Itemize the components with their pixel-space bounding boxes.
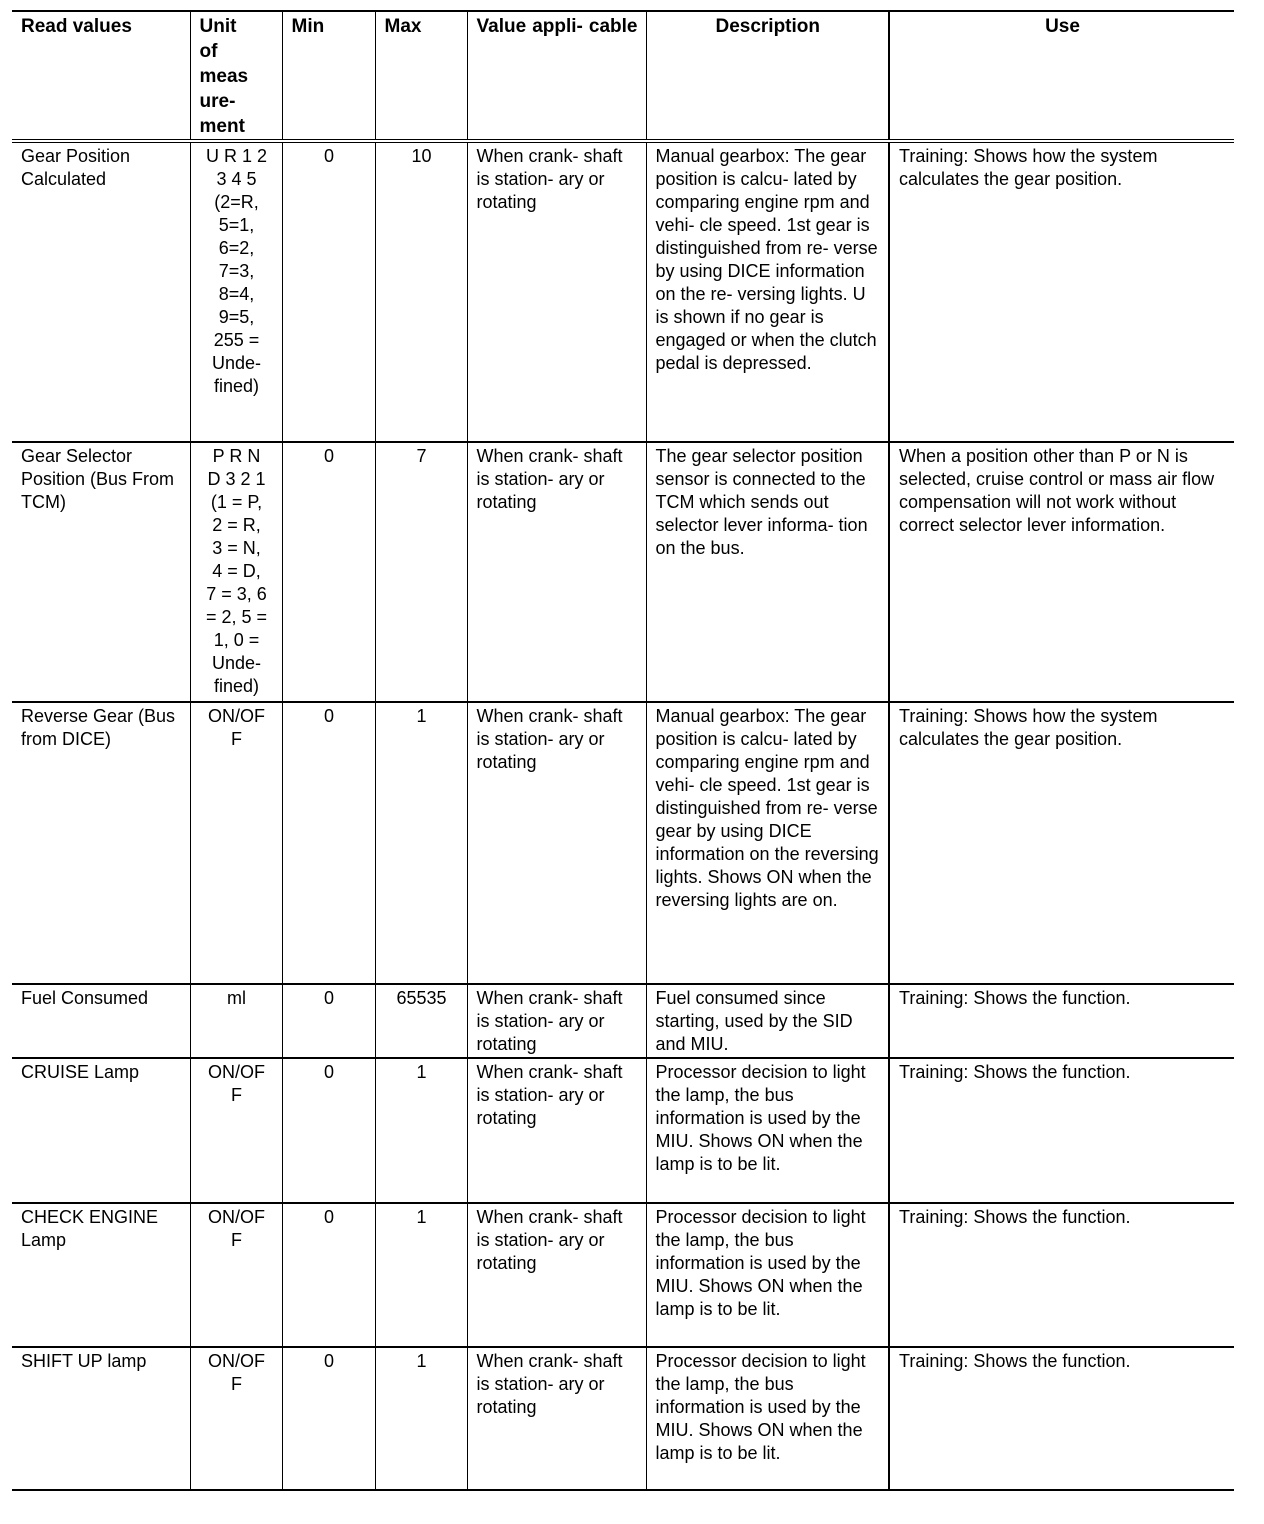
header-unit-line: of xyxy=(199,41,218,62)
header-value-applicable: Value appli- cable xyxy=(467,11,646,141)
cell-unit-line: D 3 2 1 xyxy=(207,469,266,489)
cell-read-value: CRUISE Lamp xyxy=(12,1058,190,1203)
cell-unit-line: Unde- xyxy=(211,653,262,673)
cell-value-applicable: When crank- shaft is station- ary or rotating xyxy=(467,1203,646,1347)
cell-unit-line: 8=4, xyxy=(218,284,255,304)
cell-read-value: Fuel Consumed xyxy=(12,984,190,1058)
cell-value-applicable: When crank- shaft is station- ary or rotating xyxy=(467,984,646,1058)
cell-unit xyxy=(190,141,282,442)
cell-min: 0 xyxy=(282,141,375,442)
cell-unit-line: 2 = R, xyxy=(212,515,261,535)
cell-read-value: Reverse Gear (Bus from DICE) xyxy=(12,702,190,984)
cell-max: 10 xyxy=(375,141,467,442)
cell-use: Training: Shows the function. xyxy=(889,1347,1234,1490)
cell-use: Training: Shows the function. xyxy=(889,1058,1234,1203)
table-row xyxy=(12,141,1234,442)
cell-use: Training: Shows the function. xyxy=(889,984,1234,1058)
header-unit xyxy=(190,11,282,141)
cell-unit-line: 3 4 5 xyxy=(216,169,257,189)
header-use: Use xyxy=(889,11,1234,141)
cell-unit-line: 3 = N, xyxy=(212,538,261,558)
cell-unit-line: 6=2, xyxy=(218,238,255,258)
cell-value-applicable: When crank- shaft is station- ary or rotating xyxy=(467,1347,646,1490)
header-unit-line: ment xyxy=(199,116,245,137)
read-values-table xyxy=(12,10,1234,1491)
cell-unit xyxy=(190,1347,282,1490)
cell-unit-line: fined) xyxy=(213,676,260,696)
cell-max: 1 xyxy=(375,1347,467,1490)
cell-unit-line: ON/OF xyxy=(208,1207,265,1227)
cell-unit-line: F xyxy=(231,1085,242,1105)
header-unit-line: ure- xyxy=(199,91,236,112)
cell-max: 65535 xyxy=(375,984,467,1058)
cell-unit-line: 7=3, xyxy=(218,261,255,281)
header-read-values: Read values xyxy=(12,11,190,141)
table-row xyxy=(12,702,1234,984)
cell-read-value: Gear Position Calculated xyxy=(12,141,190,442)
cell-unit-line: ON/OF xyxy=(208,1062,265,1082)
cell-unit xyxy=(190,442,282,702)
cell-min: 0 xyxy=(282,1203,375,1347)
cell-unit-line: F xyxy=(231,1374,242,1394)
cell-description: Fuel consumed since starting, used by the SID and MIU. xyxy=(646,984,889,1058)
table-row xyxy=(12,1347,1234,1490)
cell-value-applicable: When crank- shaft is station- ary or rotating xyxy=(467,1058,646,1203)
header-description: Description xyxy=(646,11,889,141)
cell-value-applicable: When crank- shaft is station- ary or rotating xyxy=(467,141,646,442)
cell-unit-line: 255 = xyxy=(213,330,260,350)
cell-unit xyxy=(190,1203,282,1347)
cell-unit-line: 4 = D, xyxy=(212,561,261,581)
cell-use: Training: Shows the function. xyxy=(889,1203,1234,1347)
cell-unit-line: 1, 0 = xyxy=(213,630,260,650)
cell-unit-line: F xyxy=(231,729,242,749)
cell-unit-line: U R 1 2 xyxy=(205,146,268,166)
cell-unit xyxy=(190,702,282,984)
cell-unit-line: 7 = 3, 6 xyxy=(206,584,267,604)
cell-description: Processor decision to light the lamp, the bus information is used by the MIU. Shows ON when the lamp is to be lit. xyxy=(646,1203,889,1347)
table-row xyxy=(12,984,1234,1058)
cell-unit-line: 5=1, xyxy=(218,215,255,235)
cell-use: Training: Shows how the system calculates the gear position. xyxy=(889,702,1234,984)
cell-read-value: SHIFT UP lamp xyxy=(12,1347,190,1490)
cell-value-applicable: When crank- shaft is station- ary or rotating xyxy=(467,442,646,702)
header-row xyxy=(12,11,1234,141)
cell-min: 0 xyxy=(282,442,375,702)
cell-min: 0 xyxy=(282,702,375,984)
cell-min: 0 xyxy=(282,1058,375,1203)
cell-max: 7 xyxy=(375,442,467,702)
cell-read-value: Gear Selector Position (Bus From TCM) xyxy=(12,442,190,702)
cell-unit-line: Unde- xyxy=(211,353,262,373)
cell-description: Processor decision to light the lamp, the bus information is used by the MIU. Shows ON when the lamp is to be lit. xyxy=(646,1347,889,1490)
cell-max: 1 xyxy=(375,1203,467,1347)
table-row xyxy=(12,1058,1234,1203)
cell-description: Manual gearbox: The gear position is calcu- lated by comparing engine rpm and vehi- cle speed. 1st gear is distinguished from re- verse by using DICE information on the re- versing lights. U is shown if no gear is engaged or when the clutch pedal is depressed. xyxy=(646,141,889,442)
cell-read-value: CHECK ENGINE Lamp xyxy=(12,1203,190,1347)
cell-min: 0 xyxy=(282,984,375,1058)
cell-unit-line: P R N xyxy=(212,446,261,466)
cell-use: When a position other than P or N is selected, cruise control or mass air flow compensation will not work without correct selector lever information. xyxy=(889,442,1234,702)
header-min: Min xyxy=(282,11,375,141)
cell-description: The gear selector position sensor is connected to the TCM which sends out selector lever informa- tion on the bus. xyxy=(646,442,889,702)
cell-description: Processor decision to light the lamp, the bus information is used by the MIU. Shows ON when the lamp is to be lit. xyxy=(646,1058,889,1203)
cell-unit-line: fined) xyxy=(213,376,260,396)
cell-max: 1 xyxy=(375,702,467,984)
cell-description: Manual gearbox: The gear position is calcu- lated by comparing engine rpm and vehi- cle speed. 1st gear is distinguished from re- verse gear by using DICE information on the reversing lights. Shows ON when the reversing lights are on. xyxy=(646,702,889,984)
cell-unit xyxy=(190,984,282,1058)
table-row xyxy=(12,1203,1234,1347)
table-row xyxy=(12,442,1234,702)
cell-unit-line: ON/OF xyxy=(208,1351,265,1371)
cell-min: 0 xyxy=(282,1347,375,1490)
table-header xyxy=(12,11,1234,141)
cell-unit-line: (2=R, xyxy=(214,192,259,212)
header-unit-line: meas xyxy=(199,66,249,87)
cell-unit-line: ml xyxy=(227,988,246,1008)
cell-unit-line: = 2, 5 = xyxy=(205,607,268,627)
cell-unit-line: ON/OF xyxy=(208,706,265,726)
cell-unit-line: 9=5, xyxy=(218,307,255,327)
cell-max: 1 xyxy=(375,1058,467,1203)
header-unit-line: Unit xyxy=(199,16,237,37)
table-body xyxy=(12,141,1234,1490)
cell-unit-line: (1 = P, xyxy=(210,492,263,512)
cell-use: Training: Shows how the system calculates the gear position. xyxy=(889,141,1234,442)
cell-unit xyxy=(190,1058,282,1203)
cell-value-applicable: When crank- shaft is station- ary or rotating xyxy=(467,702,646,984)
cell-unit-line: F xyxy=(231,1230,242,1250)
header-max: Max xyxy=(375,11,467,141)
